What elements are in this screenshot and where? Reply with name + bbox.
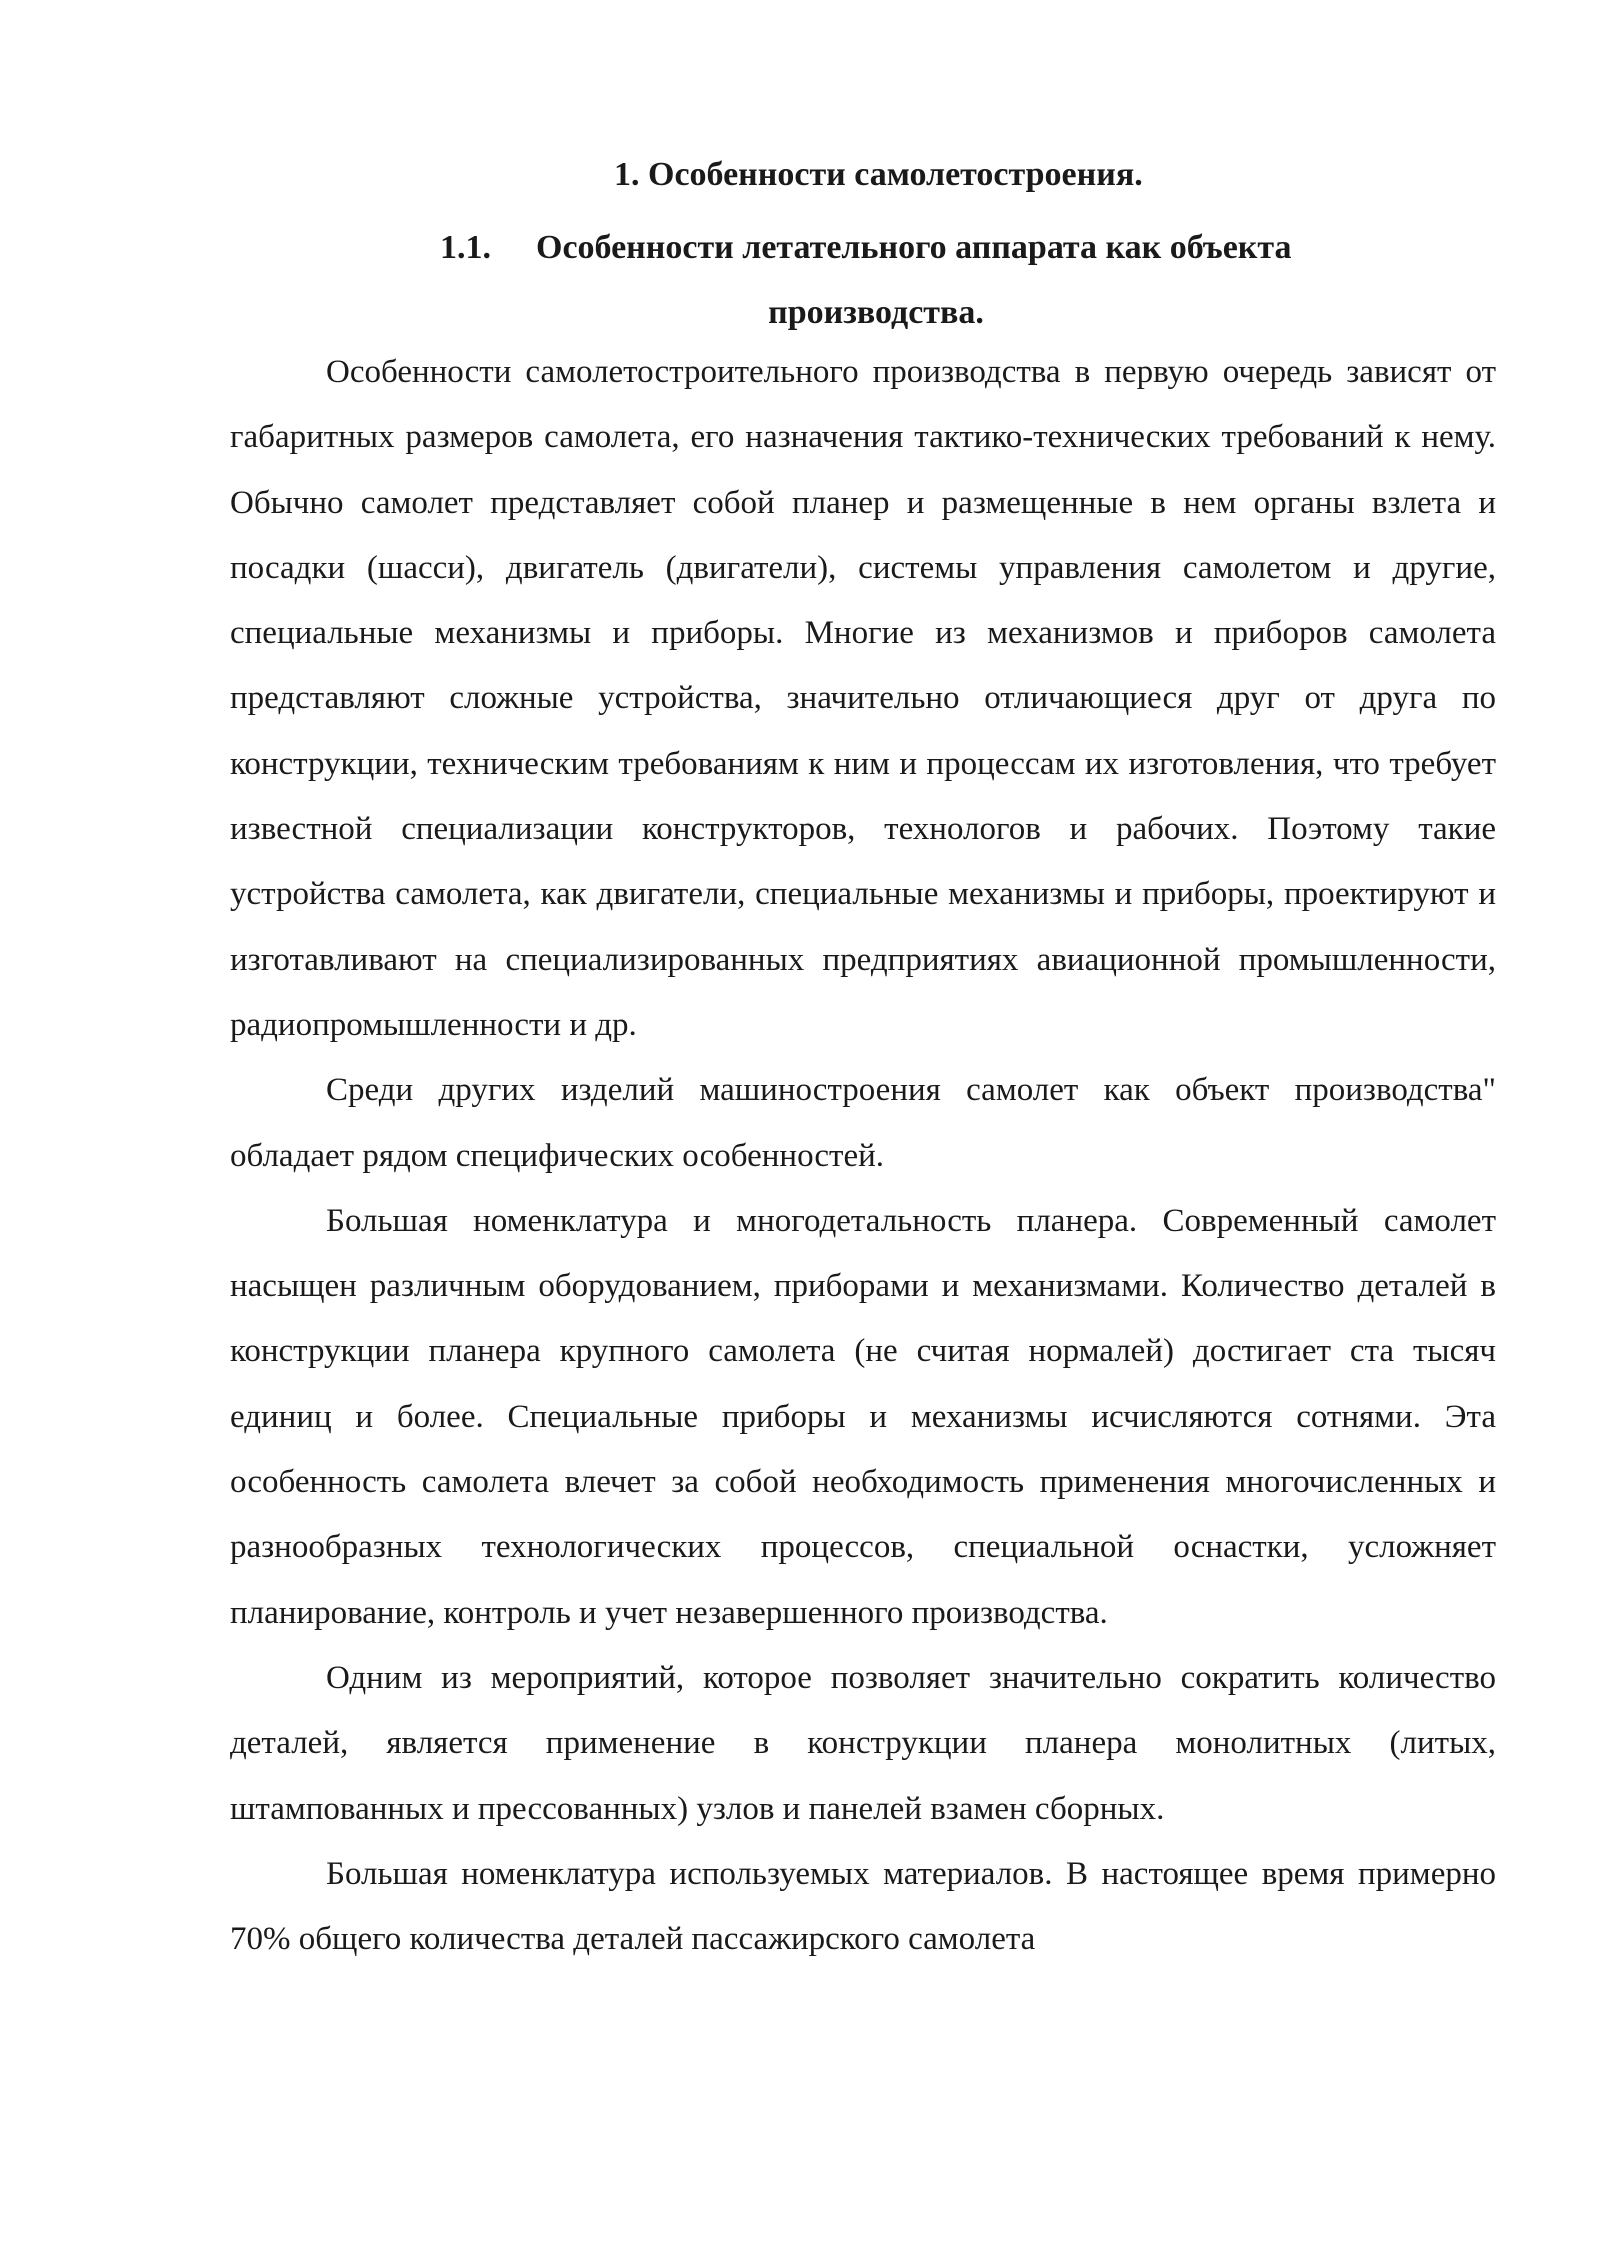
paragraph: Особенности самолетостроительного производства в первую очередь зависят от габаритных размеров самолета, его назначения тактико-технических требований к нему. Обычно самолет представляет собой планер и размещенные в нем органы взлета и посадки (шасси), двигатель (двигатели), системы управления самолетом и другие, специальные механизмы и приборы. Многие из механизмов и приборов самолета представляют сложные устройства, значительно отличающиеся друг от друга по конструкции, техническим требованиям к ним и процессам их изготовления, что требует известной специализации конструкторов, технологов и рабочих. Поэтому такие устройства самолета, как двигатели, специальные механизмы и приборы, проектируют и изготавливают на специализированных предприятиях авиационной промышленности, радиопромышленности и др. [230, 354, 1496, 1043]
paragraph: Среди других изделий машиностроения самолет как объект производства" обладает рядом специфических особенностей. [230, 1072, 1496, 1174]
section-heading-line1 [230, 215, 1496, 280]
paragraph: Большая номенклатура используемых материалов. В настоящее время примерно 70% общего количества деталей пассажирского самолета [230, 1855, 1496, 1958]
section-title-line1: Особенности летательного аппарата как объекта [536, 229, 1292, 266]
section-title-line2: производства. [768, 294, 984, 331]
document-body [230, 340, 1496, 1972]
paragraph: Одним из мероприятий, которое позволяет значительно сократить количество деталей, является применение в конструкции планера монолитных (литых, штампованных и прессованных) узлов и панелей взамен сборных. [230, 1659, 1496, 1827]
paragraph: Большая номенклатура и многодетальность планера. Современный самолет насыщен различным оборудованием, приборами и механизмами. Количество деталей в конструкции планера крупного самолета (не считая нормалей) достигает ста тысяч единиц и более. Специальные приборы и механизмы исчисляются сотнями. Эта особенность самолета влечет за собой необходимость применения многочисленных и разнообразных технологических процессов, специальной оснастки, усложняет планирование, контроль и учет незавершенного производства. [230, 1202, 1496, 1631]
chapter-heading: 1. Особенности самолетостроения. [614, 156, 1143, 193]
section-heading [230, 215, 1496, 345]
section-number: 1.1. [440, 229, 491, 266]
